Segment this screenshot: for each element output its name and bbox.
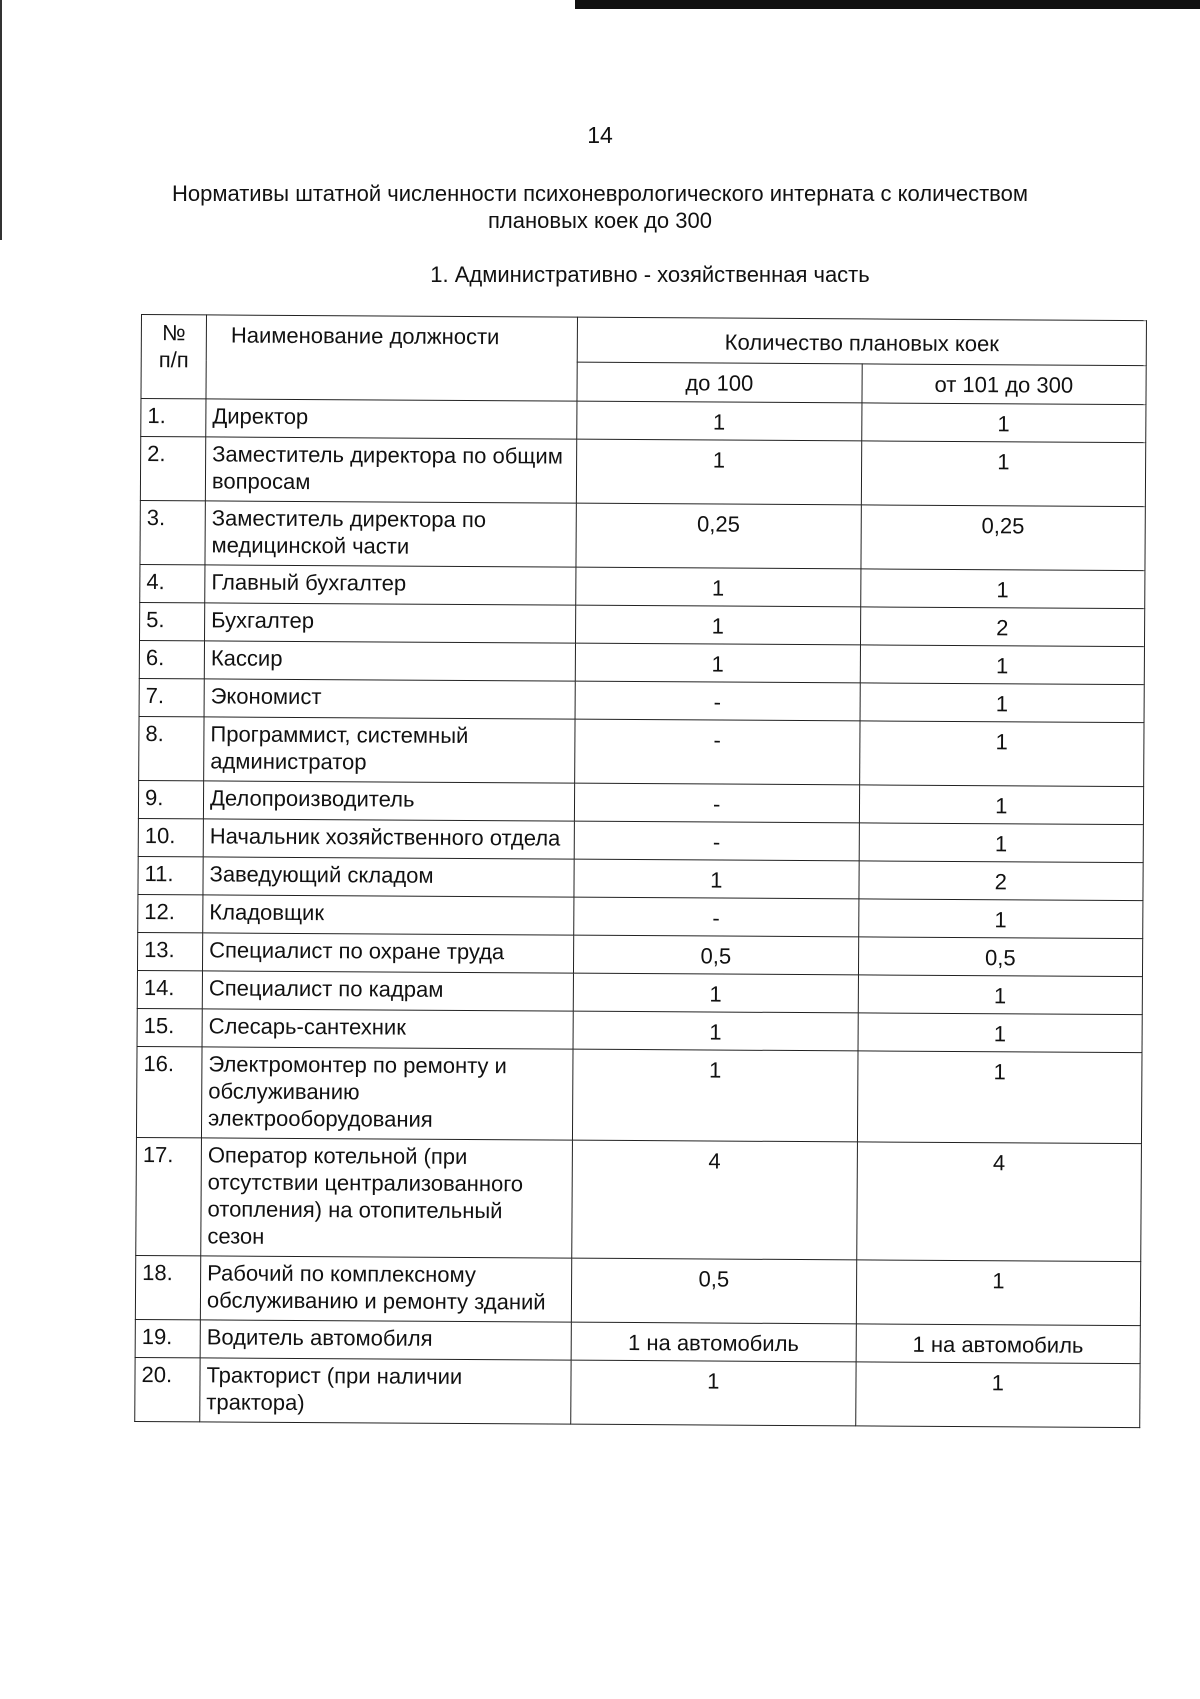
- row-number: 4.: [140, 564, 205, 602]
- row-position-name: Слесарь-сантехник: [202, 1009, 573, 1049]
- row-value-up-to-100: 1: [573, 973, 858, 1013]
- row-value-101-to-300: 1: [860, 645, 1145, 685]
- table-row: [135, 1255, 1140, 1325]
- row-position-name: Кладовщик: [203, 895, 574, 935]
- header-number-symbol: №: [161, 320, 186, 346]
- row-value-101-to-300: 1: [858, 1013, 1143, 1053]
- row-value-up-to-100: 1: [572, 1049, 857, 1142]
- header-planned-beds: Количество плановых коек: [577, 317, 1146, 365]
- row-position-name: Директор: [206, 399, 577, 439]
- row-number: 17.: [136, 1137, 202, 1255]
- row-number: 16.: [136, 1046, 202, 1137]
- row-position-name: Бухгалтер: [205, 603, 576, 643]
- table-row: [138, 894, 1143, 938]
- staffing-table: [134, 314, 1147, 1428]
- table-row: [135, 1357, 1140, 1427]
- row-number: 1.: [141, 399, 206, 437]
- row-value-up-to-100: 0,5: [573, 935, 858, 975]
- row-value-up-to-100: 1: [575, 643, 860, 683]
- row-number: 2.: [140, 437, 205, 501]
- header-101-to-300: от 101 до 300: [861, 364, 1146, 405]
- row-value-101-to-300: 1: [858, 975, 1143, 1015]
- table-row: [139, 640, 1144, 684]
- row-position-name: Начальник хозяйственного отдела: [203, 819, 574, 859]
- row-value-up-to-100: 0,25: [576, 503, 861, 569]
- row-number: 10.: [138, 818, 203, 856]
- document-title-line-1: Нормативы штатной численности психоневрологического интерната с количеством: [172, 181, 1028, 206]
- scan-border-left: [0, 0, 2, 240]
- row-position-name: Кассир: [204, 641, 575, 681]
- row-value-up-to-100: 1: [571, 1360, 856, 1426]
- table-row: [136, 1046, 1142, 1143]
- row-number: 8.: [139, 716, 204, 780]
- row-value-101-to-300: 1: [859, 785, 1144, 825]
- table-body: [135, 399, 1146, 1428]
- row-value-101-to-300: 1: [861, 403, 1146, 443]
- row-position-name: Заместитель директора по медицинской части: [205, 501, 576, 567]
- row-value-101-to-300: 1: [855, 1362, 1140, 1428]
- table-row: [141, 399, 1146, 443]
- table-row: [137, 1008, 1142, 1052]
- row-value-101-to-300: 1: [861, 441, 1146, 507]
- row-position-name: Рабочий по комплексному обслуживанию и ремонту зданий: [200, 1256, 571, 1322]
- row-number: 13.: [137, 932, 202, 970]
- row-value-101-to-300: 1: [858, 899, 1143, 939]
- row-number: 14.: [137, 970, 202, 1008]
- header-position-name: Наименование должности: [206, 315, 578, 401]
- row-number: 15.: [137, 1008, 202, 1046]
- row-number: 7.: [139, 678, 204, 716]
- row-value-up-to-100: 1: [577, 401, 862, 441]
- row-value-101-to-300: 2: [858, 861, 1143, 901]
- row-position-name: Главный бухгалтер: [205, 565, 576, 605]
- header-number-abbr: п/п: [158, 347, 189, 373]
- row-number: 19.: [135, 1319, 200, 1357]
- row-number: 12.: [138, 894, 203, 932]
- row-value-up-to-100: 1: [576, 439, 861, 505]
- row-value-up-to-100: -: [575, 681, 860, 721]
- table-row: [138, 856, 1143, 900]
- row-number: 20.: [135, 1357, 200, 1421]
- row-position-name: Тракторист (при наличии трактора): [200, 1358, 571, 1424]
- row-value-up-to-100: -: [574, 821, 859, 861]
- row-position-name: Заместитель директора по общим вопросам: [205, 437, 576, 503]
- row-number: 18.: [135, 1255, 200, 1319]
- table-row: [140, 500, 1145, 570]
- row-number: 3.: [140, 500, 205, 564]
- row-position-name: Оператор котельной (при отсутствии централизованного отопления) на отопительный сезон: [201, 1138, 573, 1258]
- row-value-101-to-300: 1: [857, 1051, 1142, 1144]
- row-value-101-to-300: 1: [860, 683, 1145, 723]
- document-title-line-2: плановых коек до 300: [488, 208, 712, 233]
- row-number: 9.: [138, 780, 203, 818]
- table-row: [137, 970, 1142, 1014]
- row-number: 5.: [140, 602, 205, 640]
- row-value-up-to-100: 1 на автомобиль: [571, 1322, 856, 1362]
- row-value-101-to-300: 1 на автомобиль: [856, 1324, 1141, 1364]
- table-row: [136, 1137, 1142, 1261]
- row-value-up-to-100: 0,5: [571, 1258, 856, 1324]
- row-value-101-to-300: 2: [860, 607, 1145, 647]
- page-number: 14: [587, 122, 613, 148]
- table-header-row: [141, 315, 1146, 366]
- row-value-up-to-100: 1: [575, 605, 860, 645]
- row-position-name: Специалист по охране труда: [202, 933, 573, 973]
- row-value-101-to-300: 1: [860, 569, 1145, 609]
- row-value-101-to-300: 4: [856, 1142, 1141, 1262]
- row-value-101-to-300: 1: [856, 1260, 1141, 1326]
- table-row: [139, 716, 1144, 786]
- row-value-up-to-100: 1: [574, 859, 859, 899]
- row-position-name: Водитель автомобиля: [200, 1320, 571, 1360]
- row-position-name: Программист, системный администратор: [204, 717, 575, 783]
- table-row: [138, 780, 1143, 824]
- header-up-to-100: до 100: [577, 362, 862, 403]
- scan-border-top: [575, 0, 1200, 9]
- row-value-up-to-100: 4: [572, 1140, 857, 1260]
- section-title: 1. Административно - хозяйственная часть: [430, 262, 870, 287]
- row-value-101-to-300: 0,25: [860, 505, 1145, 571]
- document-title: [150, 180, 1050, 234]
- row-position-name: Делопроизводитель: [203, 781, 574, 821]
- table-row: [140, 564, 1145, 608]
- row-number: 11.: [138, 856, 203, 894]
- row-position-name: Специалист по кадрам: [202, 971, 573, 1011]
- row-position-name: Заведующий складом: [203, 857, 574, 897]
- row-number: 6.: [139, 640, 204, 678]
- header-number: [141, 315, 207, 399]
- table-row: [137, 932, 1142, 976]
- table-row: [138, 818, 1143, 862]
- table-row: [135, 1319, 1140, 1363]
- table-row: [139, 678, 1144, 722]
- row-value-up-to-100: -: [575, 719, 860, 785]
- table-row: [140, 437, 1145, 507]
- row-value-up-to-100: -: [574, 783, 859, 823]
- row-value-up-to-100: 1: [576, 567, 861, 607]
- row-value-101-to-300: 1: [859, 823, 1144, 863]
- row-value-101-to-300: 0,5: [858, 937, 1143, 977]
- row-position-name: Электромонтер по ремонту и обслуживанию электрооборудования: [201, 1047, 573, 1140]
- row-value-up-to-100: -: [574, 897, 859, 937]
- row-position-name: Экономист: [204, 679, 575, 719]
- table-row: [140, 602, 1145, 646]
- row-value-up-to-100: 1: [573, 1011, 858, 1051]
- row-value-101-to-300: 1: [859, 721, 1144, 787]
